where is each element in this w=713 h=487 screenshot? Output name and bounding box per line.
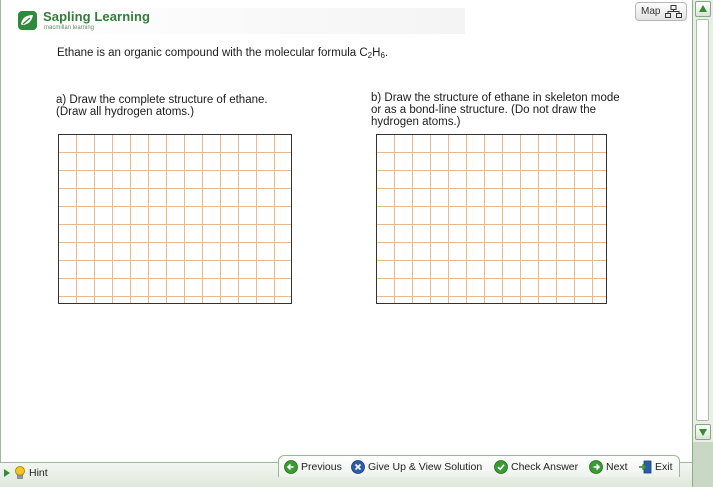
- scroll-thumb[interactable]: [696, 19, 709, 421]
- exit-door-icon: [638, 460, 652, 474]
- question-intro: [57, 47, 388, 62]
- part-b-prompt: [371, 92, 661, 128]
- exit-label: Exit: [655, 461, 673, 473]
- check-answer-label: Check Answer: [511, 461, 579, 473]
- hint-label: Hint: [29, 467, 48, 479]
- intro-suffix: .: [384, 47, 389, 59]
- part-a-line2: (Draw all hydrogen atoms.): [56, 106, 195, 118]
- previous-label: Previous: [301, 461, 342, 473]
- drawing-canvas-a[interactable]: [58, 134, 292, 304]
- previous-button[interactable]: [284, 459, 346, 475]
- lightbulb-icon: [14, 466, 26, 485]
- intro-prefix: Ethane is an organic compound with the molecular formula C: [57, 47, 368, 59]
- map-button[interactable]: [635, 2, 687, 21]
- part-a-line1: a) Draw the complete structure of ethane.: [56, 94, 268, 106]
- give-up-button[interactable]: [351, 459, 488, 475]
- part-b-line3: hydrogen atoms.): [371, 116, 461, 128]
- next-label: Next: [606, 461, 628, 473]
- formula-subscript-h: 6: [380, 51, 385, 60]
- part-a-prompt: [56, 94, 316, 118]
- checkmark-circle-icon: [494, 460, 508, 474]
- part-b-line1: b) Draw the structure of ethane in skeleton mode: [371, 92, 620, 104]
- drawing-canvas-b[interactable]: [376, 134, 607, 304]
- logo-subtitle: macmillan learning: [44, 25, 95, 31]
- next-button[interactable]: [589, 459, 631, 475]
- logo-title: Sapling Learning: [43, 9, 151, 24]
- scroll-track: [693, 442, 713, 487]
- formula-subscript-c: 2: [367, 51, 373, 60]
- arrow-right-circle-icon: [589, 460, 603, 474]
- sapling-leaf-icon: [18, 11, 37, 30]
- check-answer-button[interactable]: [494, 459, 584, 475]
- give-up-label: Give Up & View Solution: [368, 461, 483, 473]
- part-b-line2: or as a bond-line structure. (Do not draw the: [371, 104, 597, 116]
- scroll-down-arrow-icon[interactable]: [695, 424, 711, 440]
- x-circle-icon: [351, 460, 365, 474]
- arrow-left-circle-icon: [284, 460, 298, 474]
- sitemap-icon: [665, 5, 682, 21]
- exit-button[interactable]: [638, 459, 678, 475]
- formula-h: H: [372, 47, 381, 59]
- expand-arrow-icon: [4, 469, 10, 477]
- header-logo: [15, 8, 465, 34]
- hint-button[interactable]: [4, 465, 64, 481]
- vertical-scrollbar[interactable]: [692, 0, 713, 487]
- scroll-up-arrow-icon[interactable]: [695, 1, 711, 17]
- map-label: Map: [641, 6, 661, 17]
